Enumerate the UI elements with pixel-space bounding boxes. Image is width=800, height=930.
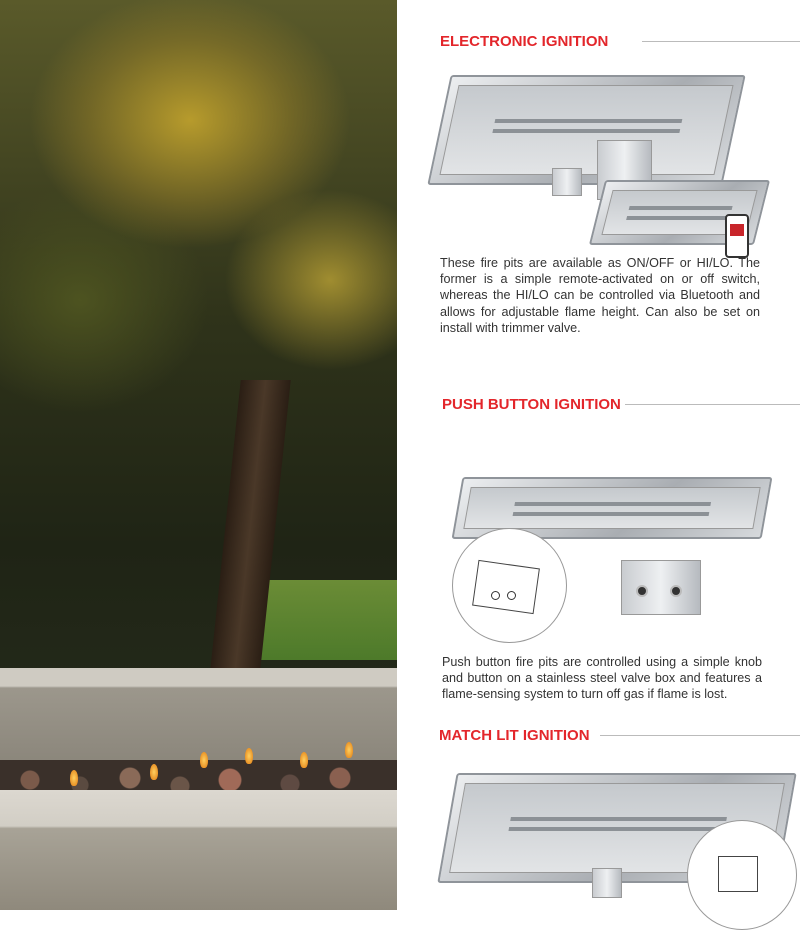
smartphone-remote bbox=[725, 214, 749, 258]
section-text: These fire pits are available as ON/OFF or HI/LO. The former is a simple remote-activated on or off switch, whereas the HI/LO can be controlled via Bluetooth and allows for adjustable flame height. Can also be set on install with trimmer valve. bbox=[440, 256, 760, 335]
flame bbox=[200, 752, 208, 768]
valve-box-diagram bbox=[452, 528, 567, 643]
ignition-info-panel bbox=[397, 0, 800, 910]
flame bbox=[70, 770, 78, 786]
divider bbox=[642, 41, 800, 42]
flame bbox=[345, 742, 353, 758]
key-valve-diagram bbox=[687, 820, 797, 930]
stone-ledge bbox=[0, 790, 397, 910]
section-heading bbox=[440, 33, 800, 50]
fire-pit-lifestyle-photo bbox=[0, 0, 397, 910]
stone-wall bbox=[0, 668, 397, 768]
lawn bbox=[250, 580, 397, 660]
heading-text: ELECTRONIC IGNITION bbox=[440, 33, 609, 50]
divider bbox=[600, 735, 800, 736]
section-heading bbox=[439, 727, 800, 744]
divider bbox=[625, 404, 800, 405]
heading-text: PUSH BUTTON IGNITION bbox=[442, 396, 621, 413]
flame bbox=[150, 764, 158, 780]
section-heading bbox=[442, 396, 800, 413]
section-text: Push button fire pits are controlled using a simple knob and button on a stainless steel valve box and features a flame-sensing system to turn off gas if flame is lost. bbox=[442, 655, 762, 702]
heading-text: MATCH LIT IGNITION bbox=[439, 727, 590, 744]
flame bbox=[300, 752, 308, 768]
flame bbox=[245, 748, 253, 764]
